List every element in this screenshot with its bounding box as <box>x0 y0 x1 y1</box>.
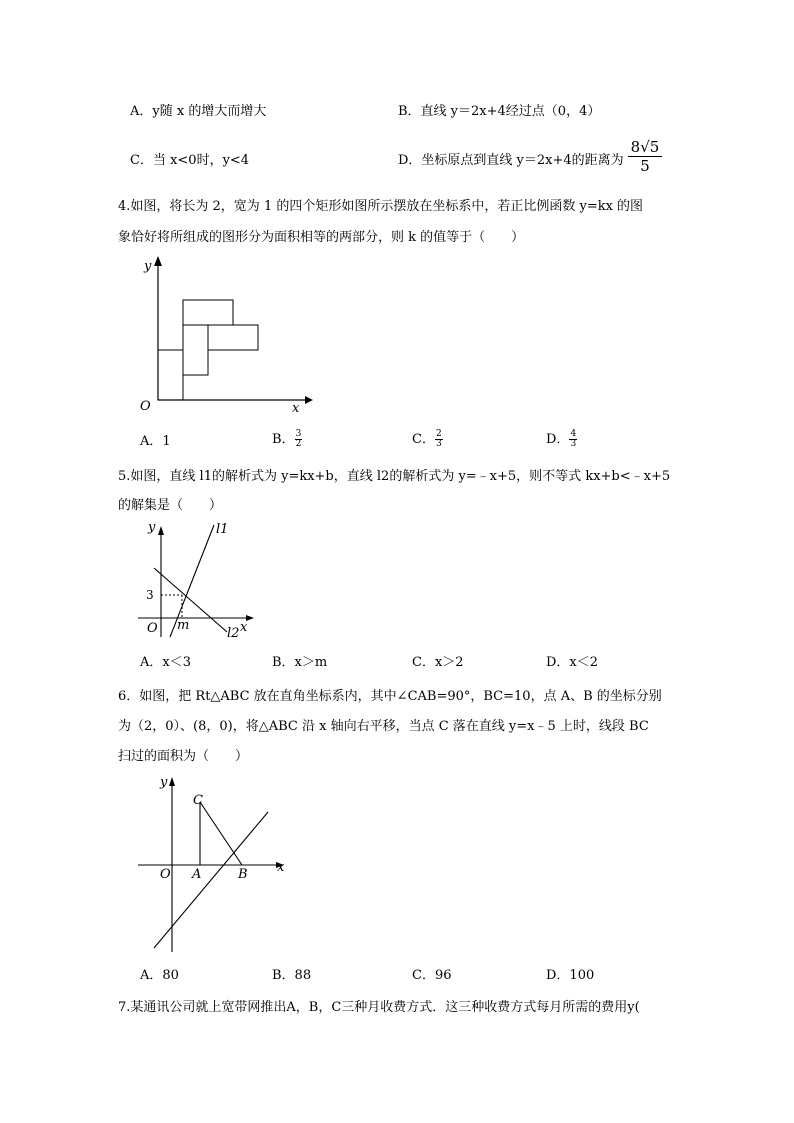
q5-x-label: x <box>240 620 248 635</box>
q4-x-arrow <box>305 396 313 404</box>
q5-stem-line1: 5.如图，直线 l1的解析式为 y=kx+b，直线 l2的解析式为 y=﹣x+5，则不等式 kx+b<﹣x+5 <box>118 469 671 484</box>
q4-stem-line1: 4.如图，将长为 2，宽为 1 的四个矩形如图所示摆放在坐标系中，若正比例函数 y=kx 的图 <box>118 199 644 214</box>
q3-option-a: A．y随 x 的增大而增大 <box>130 104 267 119</box>
q5-option-b: B．x＞m <box>272 655 328 670</box>
q6-stem-line3: 扫过的面积为（ ） <box>118 749 249 764</box>
q3-option-c: C．当 x<0时，y<4 <box>130 153 250 168</box>
q4-y-arrow <box>154 256 162 266</box>
q4-figure <box>130 250 320 420</box>
q4-option-c-fraction <box>435 430 443 449</box>
q6-option-a: A．80 <box>140 968 179 983</box>
q6-a-label: A <box>192 867 202 882</box>
q5-m-label: m <box>177 618 190 633</box>
q4-option-d-denominator: 3 <box>570 439 577 449</box>
q3-option-d-fraction <box>628 138 662 175</box>
q4-option-b-denominator: 2 <box>295 439 302 449</box>
q4-origin-label: O <box>140 399 151 414</box>
q6-option-c: C．96 <box>412 968 452 983</box>
q4-option-c-numerator: 2 <box>435 429 442 439</box>
q6-figure <box>130 770 300 955</box>
q5-three-label: 3 <box>146 588 154 602</box>
q6-stem-line2: 为（2，0）、(8，0)，将△ABC 沿 x 轴向右平移，当点 C 落在直线 y=x﹣5 上时，线段 BC <box>118 719 649 734</box>
q5-stem-line2: 的解集是（ ） <box>118 498 223 513</box>
q4-option-b-numerator: 3 <box>295 429 302 439</box>
q6-option-d: D．100 <box>546 968 595 983</box>
q6-b-label: B <box>238 867 248 882</box>
q4-rect-4 <box>208 325 258 350</box>
q6-stem-line1: 6．如图，把 Rt△ABC 放在直角坐标系内，其中∠CAB=90°，BC=10，点 A、B 的坐标分别 <box>118 689 662 704</box>
q3-option-d: D．坐标原点到直线 y＝2x+4的距离为 <box>398 153 624 168</box>
q6-y-arrow <box>169 777 175 786</box>
q4-option-c <box>412 430 443 449</box>
q4-option-c-denominator: 3 <box>435 439 442 449</box>
q4-option-b <box>272 430 302 449</box>
q6-line-y-equals-x-minus-5 <box>154 812 268 948</box>
q3-option-d-numerator: 8√5 <box>628 138 662 157</box>
q4-option-d-fraction <box>569 430 577 449</box>
q7-stem-line1: 7.某通讯公司就上宽带网推出A，B，C三种月收费方式．这三种收费方式每月所需的费用y( <box>118 1000 640 1015</box>
q6-option-b: B．88 <box>272 968 312 983</box>
q3-option-b: B．直线 y＝2x+4经过点（0，4） <box>398 104 601 119</box>
q4-option-d-label: D． <box>546 432 570 447</box>
q6-x-label: x <box>277 860 285 875</box>
q4-option-d <box>546 430 577 449</box>
q4-rect-3 <box>183 300 233 325</box>
q6-segment-bc <box>200 802 242 865</box>
q5-origin-label: O <box>147 621 158 636</box>
q4-stem-line2: 象恰好将所组成的图形分为面积相等的两部分，则 k 的值等于（ ） <box>118 230 525 245</box>
q4-option-d-numerator: 4 <box>570 429 577 439</box>
q5-line-l2 <box>154 568 227 632</box>
q3-option-d-denominator: 5 <box>640 157 650 175</box>
q6-c-label: C <box>193 793 203 808</box>
q4-y-label: y <box>144 259 152 274</box>
q4-rect-1 <box>158 350 183 400</box>
q6-origin-label: O <box>160 867 171 882</box>
q4-x-label: x <box>292 401 300 416</box>
q4-option-b-label: B． <box>272 432 295 447</box>
q5-option-c: C．x＞2 <box>412 655 464 670</box>
q5-l1-label: l1 <box>216 522 229 537</box>
q5-option-d: D．x＜2 <box>546 655 599 670</box>
q4-option-b-fraction <box>295 430 303 449</box>
q5-option-a: A．x＜3 <box>140 655 191 670</box>
q5-figure <box>130 515 270 645</box>
q6-y-label: y <box>160 775 168 790</box>
q4-option-c-label: C． <box>412 432 435 447</box>
q5-y-arrow <box>158 526 164 535</box>
q4-rect-2 <box>183 325 208 375</box>
q5-l2-label: l2 <box>227 626 240 641</box>
q4-option-a: A．1 <box>140 434 171 449</box>
q5-y-label: y <box>148 520 156 535</box>
